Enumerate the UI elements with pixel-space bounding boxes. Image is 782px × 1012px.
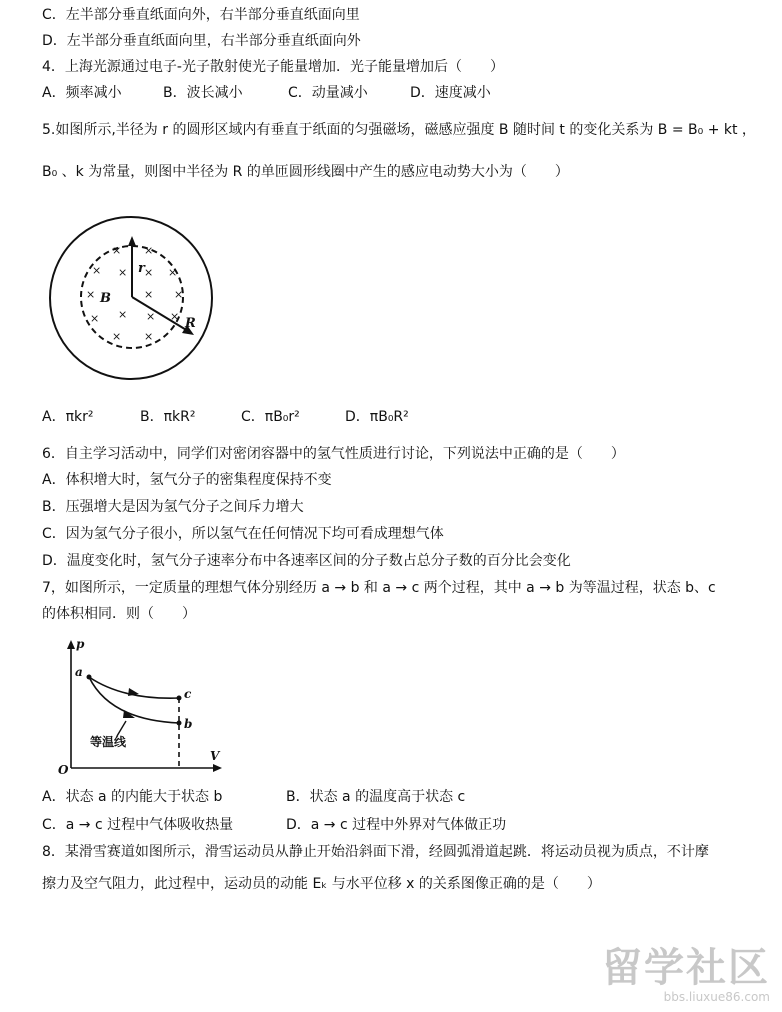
q5-label-B: B bbox=[100, 291, 111, 306]
q4-option-c: C．动量减小 bbox=[288, 85, 368, 101]
q7-stem-line2: 的体积相同．则（ ） bbox=[42, 606, 196, 622]
q6-stem: 6．自主学习活动中，同学们对密闭容器中的氢气性质进行讨论，下列说法中正确的是（ ） bbox=[42, 446, 625, 462]
q7-option-c: C．a → c 过程中气体吸收热量 bbox=[42, 817, 234, 833]
svg-text:×: × bbox=[170, 310, 180, 323]
q4-stem: 4．上海光源通过电子-光子散射使光子能量增加．光子能量增加后（ ） bbox=[42, 59, 504, 75]
q5-label-R: R bbox=[185, 316, 196, 331]
svg-text:×: × bbox=[112, 244, 122, 257]
q7-label-b: b bbox=[184, 717, 193, 731]
q7-option-d: D．a → c 过程中外界对气体做正功 bbox=[286, 817, 507, 833]
svg-text:×: × bbox=[144, 330, 154, 343]
svg-text:×: × bbox=[86, 288, 96, 301]
q7-option-b: B．状态 a 的温度高于状态 c bbox=[286, 789, 466, 805]
site-watermark bbox=[602, 946, 770, 1004]
q7-axis-V-label: V bbox=[210, 749, 220, 763]
q7-p-axis-arrow bbox=[67, 640, 75, 649]
q5-option-d: D．πB₀R² bbox=[345, 409, 409, 425]
q5-label-r: r bbox=[138, 261, 145, 276]
q7-pv-diagram bbox=[38, 636, 223, 776]
q5-stem-line1: 5.如图所示,半径为 r 的圆形区域内有垂直于纸面的匀强磁场，磁感应强度 B 随时间 t 的变化关系为 B = B₀ + kt ， bbox=[42, 122, 756, 138]
q4-option-b: B．波长减小 bbox=[163, 85, 243, 101]
q7-v-axis-arrow bbox=[213, 764, 222, 772]
svg-text:×: × bbox=[144, 266, 154, 279]
q8-stem-line2: 擦力及空气阻力，此过程中，运动员的动能 Eₖ 与水平位移 x 的关系图像正确的是（ ） bbox=[42, 876, 601, 892]
q4-option-a: A．频率减小 bbox=[42, 85, 122, 101]
q5-stem-line2: B₀ 、k 为常量，则图中半径为 R 的单匝圆形线圈中产生的感应电动势大小为（ ） bbox=[42, 164, 569, 180]
svg-text:×: × bbox=[118, 308, 128, 321]
q7-option-a: A．状态 a 的内能大于状态 b bbox=[42, 789, 223, 805]
svg-text:×: × bbox=[118, 266, 128, 279]
watermark-logo: 留学社区 bbox=[602, 945, 770, 991]
svg-text:×: × bbox=[112, 330, 122, 343]
q5-radius-r-arrow bbox=[128, 236, 136, 246]
q5-option-b: B．πkR² bbox=[140, 409, 196, 425]
q3-option-d: D．左半部分垂直纸面向里，右半部分垂直纸面向外 bbox=[42, 33, 361, 49]
svg-text:×: × bbox=[146, 310, 156, 323]
q5-option-a: A．πkr² bbox=[42, 409, 94, 425]
q4-option-d: D．速度减小 bbox=[410, 85, 491, 101]
q7-origin-label: O bbox=[58, 763, 69, 776]
q6-option-c: C．因为氢气分子很小，所以氢气在任何情况下均可看成理想气体 bbox=[42, 526, 444, 542]
svg-text:×: × bbox=[90, 312, 100, 325]
svg-text:×: × bbox=[174, 288, 184, 301]
q6-option-b: B．压强增大是因为氢气分子之间斥力增大 bbox=[42, 499, 304, 515]
q7-label-c: c bbox=[184, 687, 192, 701]
q8-stem-line1: 8．某滑雪赛道如图所示，滑雪运动员从静止开始沿斜面下滑，经圆弧滑道起跳．将运动员视为质点，不计摩 bbox=[42, 844, 709, 860]
svg-text:×: × bbox=[144, 288, 154, 301]
q5-radius-R-line bbox=[132, 297, 188, 331]
q5-figure bbox=[48, 210, 218, 382]
q7-isotherm-pointer bbox=[117, 721, 126, 736]
q7-stem-line1: 7，如图所示，一定质量的理想气体分别经历 a → b 和 a → c 两个过程，其中 a → b 为等温过程，状态 b、c bbox=[42, 580, 716, 596]
svg-text:×: × bbox=[144, 244, 154, 257]
q6-option-d: D．温度变化时，氢气分子速率分布中各速率区间的分子数占总分子数的百分比会变化 bbox=[42, 553, 571, 569]
svg-text:×: × bbox=[92, 264, 102, 277]
q7-label-a: a bbox=[75, 665, 83, 679]
q6-option-a: A．体积增大时，氢气分子的密集程度保持不变 bbox=[42, 472, 332, 488]
watermark-url: bbs.liuxue86.com bbox=[663, 990, 770, 1004]
svg-text:×: × bbox=[168, 266, 178, 279]
q7-axis-p-label: p bbox=[76, 637, 85, 651]
q3-option-c: C．左半部分垂直纸面向外，右半部分垂直纸面向里 bbox=[42, 7, 360, 23]
q7-isotherm-label: 等温线 bbox=[90, 735, 127, 749]
q5-option-c: C．πB₀r² bbox=[241, 409, 300, 425]
